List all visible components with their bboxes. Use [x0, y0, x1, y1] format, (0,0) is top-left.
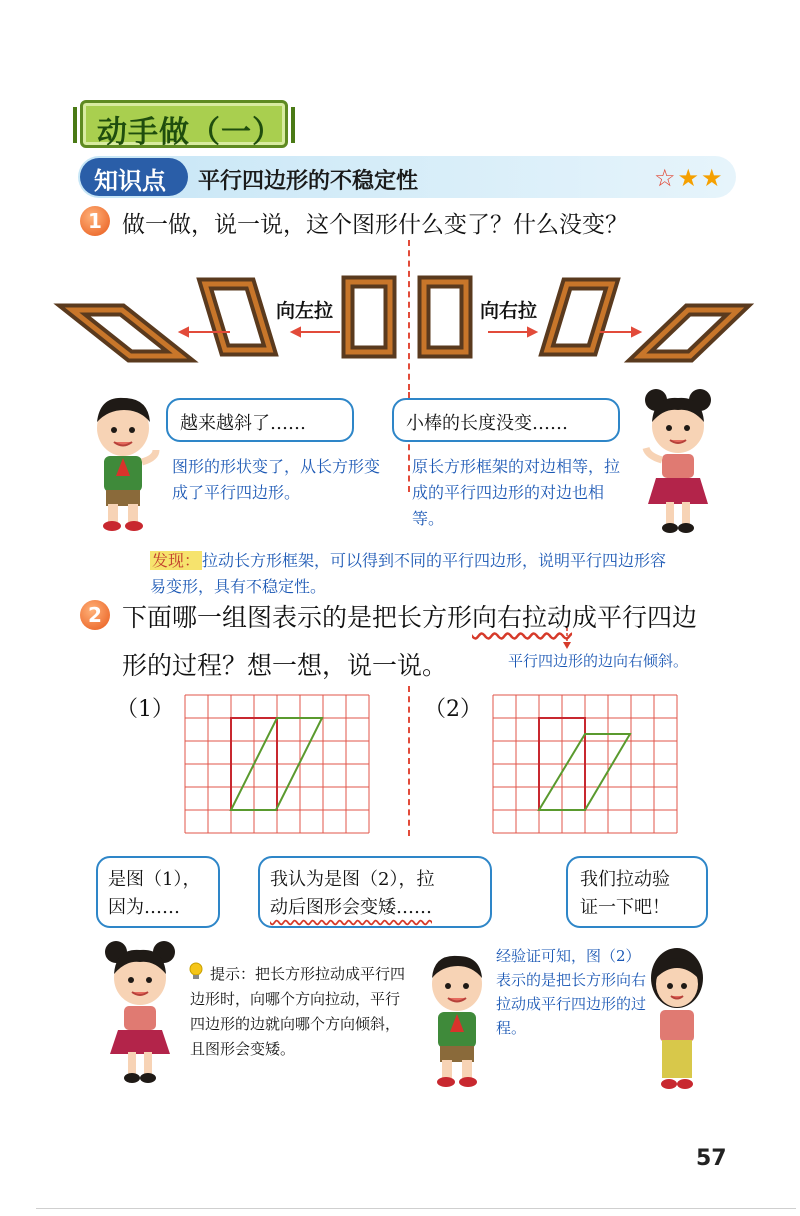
bubble-1-line-2: 因为……	[108, 897, 180, 918]
grid-1-label: （1）	[116, 697, 174, 722]
girl-bubble-text: 小棒的长度没变……	[406, 413, 568, 434]
question-number-1: 1	[80, 206, 110, 236]
knowledge-label-pill	[80, 158, 188, 196]
discovery-note	[150, 548, 670, 600]
bubble-1-line-1: 是图（1），	[108, 869, 201, 890]
girl-left-character-icon	[98, 938, 182, 1086]
bubble-3-line-2: 证一下吧！	[580, 897, 670, 918]
star-full-icon: ★	[701, 164, 725, 192]
girl-speech-bubble	[392, 398, 620, 442]
star-empty-icon: ☆	[654, 164, 678, 192]
speech-bubble-1	[96, 856, 220, 928]
discovery-text: 拉动长方形框架，可以得到不同的平行四边形，说明平行四边形容易变形，具有不稳定性。	[150, 551, 667, 596]
discovery-label: 发现：	[152, 551, 201, 570]
arrow-left-1-head	[180, 328, 188, 336]
question-number-2: 2	[80, 600, 110, 630]
frames-illustration	[0, 240, 800, 390]
star-full-icon: ★	[677, 164, 702, 192]
frame-flat-right	[640, 310, 738, 356]
boy-character-icon	[86, 392, 160, 534]
frame-rect-right	[424, 282, 466, 352]
q2-text-a: 下面哪一组图表示的是把长方形	[122, 603, 473, 632]
arrow-right-1-head	[528, 328, 536, 336]
section-title-ribbon	[80, 100, 288, 148]
bubble-2-line-1: 我认为是图（2），拉	[270, 869, 435, 890]
pull-left-label: 向左拉	[276, 300, 334, 322]
girl-note: 原长方形框架的对边相等，拉成的平行四边形的对边也相等。	[412, 457, 621, 528]
grid-2-label: （2）	[424, 697, 482, 722]
q2-divider	[408, 686, 410, 836]
pull-right-label: 向右拉	[480, 300, 538, 322]
knowledge-label: 知识点	[94, 167, 166, 195]
verification-note: 经验证可知，图（2）表示的是把长方形向右拉动成平行四边形的过程。	[496, 947, 647, 1037]
annotation-arrow-icon	[560, 628, 574, 650]
bubble-3-line-1: 我们拉动验	[580, 869, 670, 890]
ribbon-bar-left	[73, 107, 77, 143]
grid-2	[492, 694, 678, 836]
q2-annotation: 平行四边形的边向右倾斜。	[508, 652, 689, 670]
arrow-right-2-head	[632, 328, 640, 336]
q2-text-c: 成平行四边	[572, 603, 698, 632]
frame-tilted-left	[205, 284, 270, 350]
q2-text-emphasis: 向右拉动	[472, 603, 573, 632]
page-number: 57	[696, 1146, 727, 1171]
girl-character-icon	[636, 386, 720, 536]
knowledge-text: 平行四边形的不稳定性	[198, 169, 419, 194]
hint-text: 提示：把长方形拉动成平行四边形时，向哪个方向拉动，平行四边形的边就向哪个方向倾斜，且图形会变矮。	[190, 965, 406, 1058]
speech-bubble-2	[258, 856, 492, 928]
boy-bubble-text: 越来越斜了……	[180, 413, 306, 434]
ribbon-bar-right	[291, 107, 295, 143]
bubble-2-line-2: 动后图形会变矮……	[270, 897, 432, 918]
boy-note: 图形的形状变了，从长方形变成了平行四边形。	[172, 457, 381, 502]
frame-tilted-right	[547, 284, 612, 350]
arrow-left-2-head	[292, 328, 300, 336]
question-2-line-1	[122, 598, 697, 634]
section-title: 动手做（一）	[97, 115, 283, 150]
question-1-text: 做一做，说一说，这个图形什么变了？什么没变？	[122, 212, 628, 238]
grid-1	[184, 694, 370, 836]
speech-bubble-3	[566, 856, 708, 928]
girl-right-character-icon	[644, 944, 710, 1094]
frame-flat-left	[72, 310, 180, 356]
frame-rect-left	[348, 282, 390, 352]
boy-speech-bubble	[166, 398, 354, 442]
boy-middle-character-icon	[418, 950, 496, 1090]
bottom-rule	[36, 1208, 796, 1209]
difficulty-stars	[654, 164, 725, 192]
q1-divider	[408, 240, 410, 390]
question-2-line-2: 形的过程？想一想，说一说。	[122, 651, 448, 680]
